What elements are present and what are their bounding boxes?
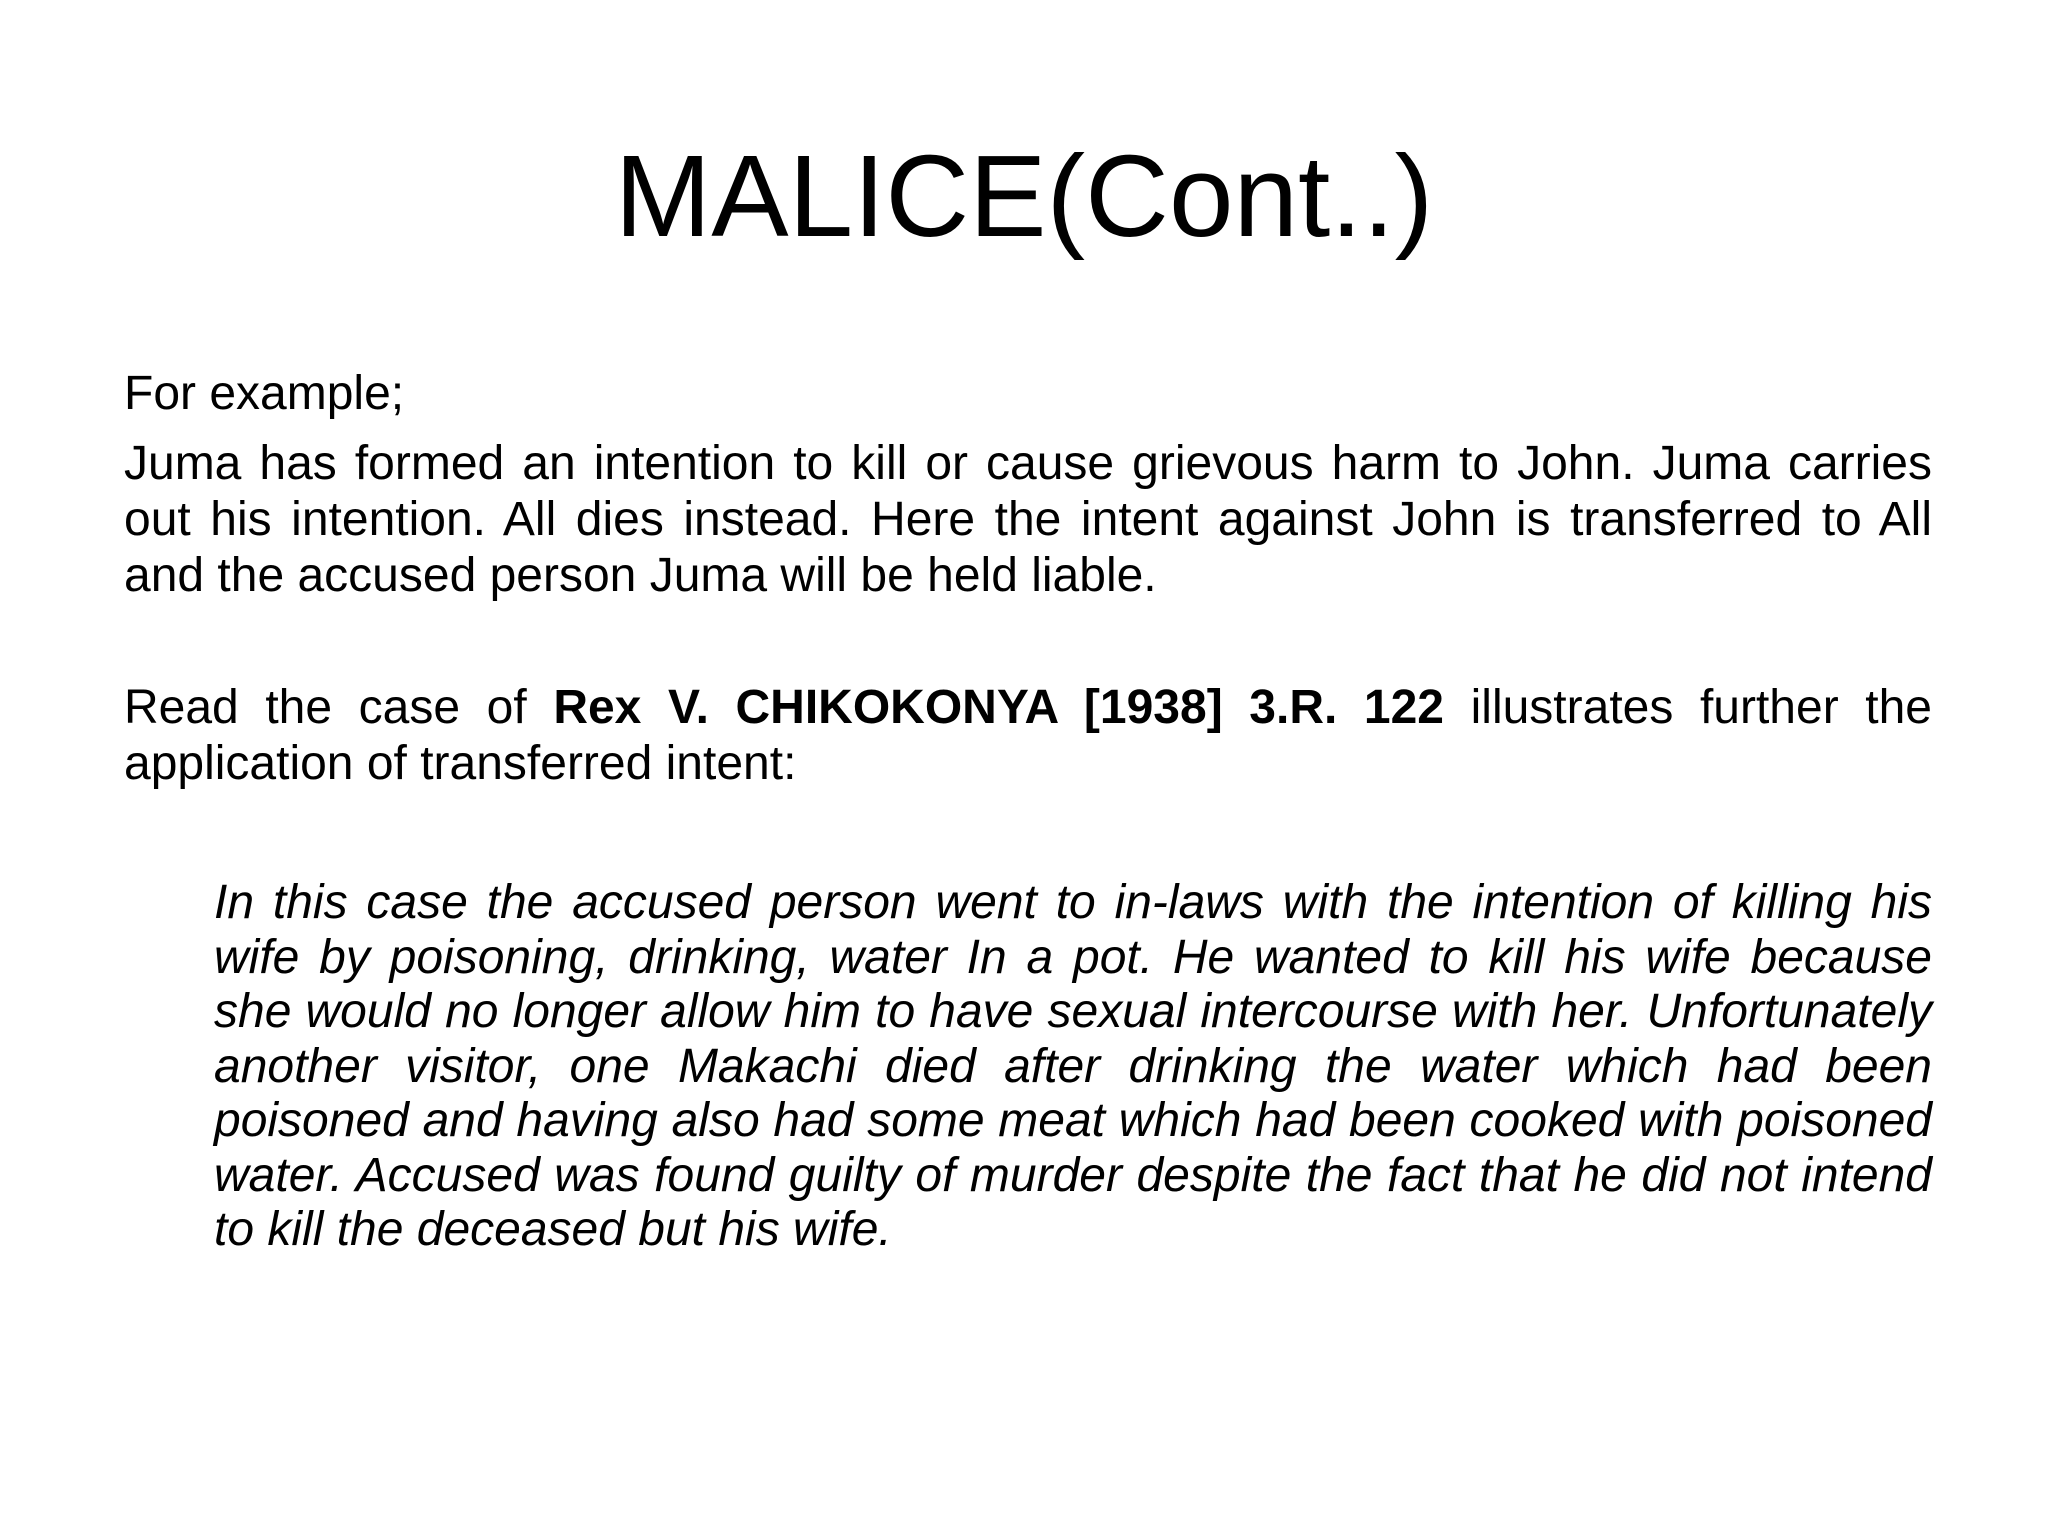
read-case-prefix: Read the case of	[124, 681, 554, 734]
slide-title: MALICE(Cont..)	[614, 131, 1434, 261]
case-citation: Rex V. CHIKOKONYA [1938] 3.R. 122	[553, 681, 1445, 734]
read-case-suffix: illustrates further the application of transferred intent:	[124, 681, 1933, 790]
read-case-paragraph	[124, 680, 1932, 792]
case-summary-paragraph: In this case the accused person went to in-laws with the intention of killing his wife by poisoning, drinking, water In a pot. He wanted to kill his wife because she would no longer allow him to have sexual intercourse with her. Unfortunately another visitor, one Makachi died after drinking the water which had been poisoned and having also had some meat which had been cooked with poisoned water. Accused was found guilty of murder despite the fact that he did not intend to kill the deceased but his wife.	[214, 876, 1932, 1256]
example-label: For example;	[124, 367, 405, 420]
example-paragraph: Juma has formed an intention to kill or cause grievous harm to John. Juma carries out his intention. All dies instead. Here the intent against John is transferred to All and the accused person Juma will be held liable.	[124, 437, 1932, 602]
